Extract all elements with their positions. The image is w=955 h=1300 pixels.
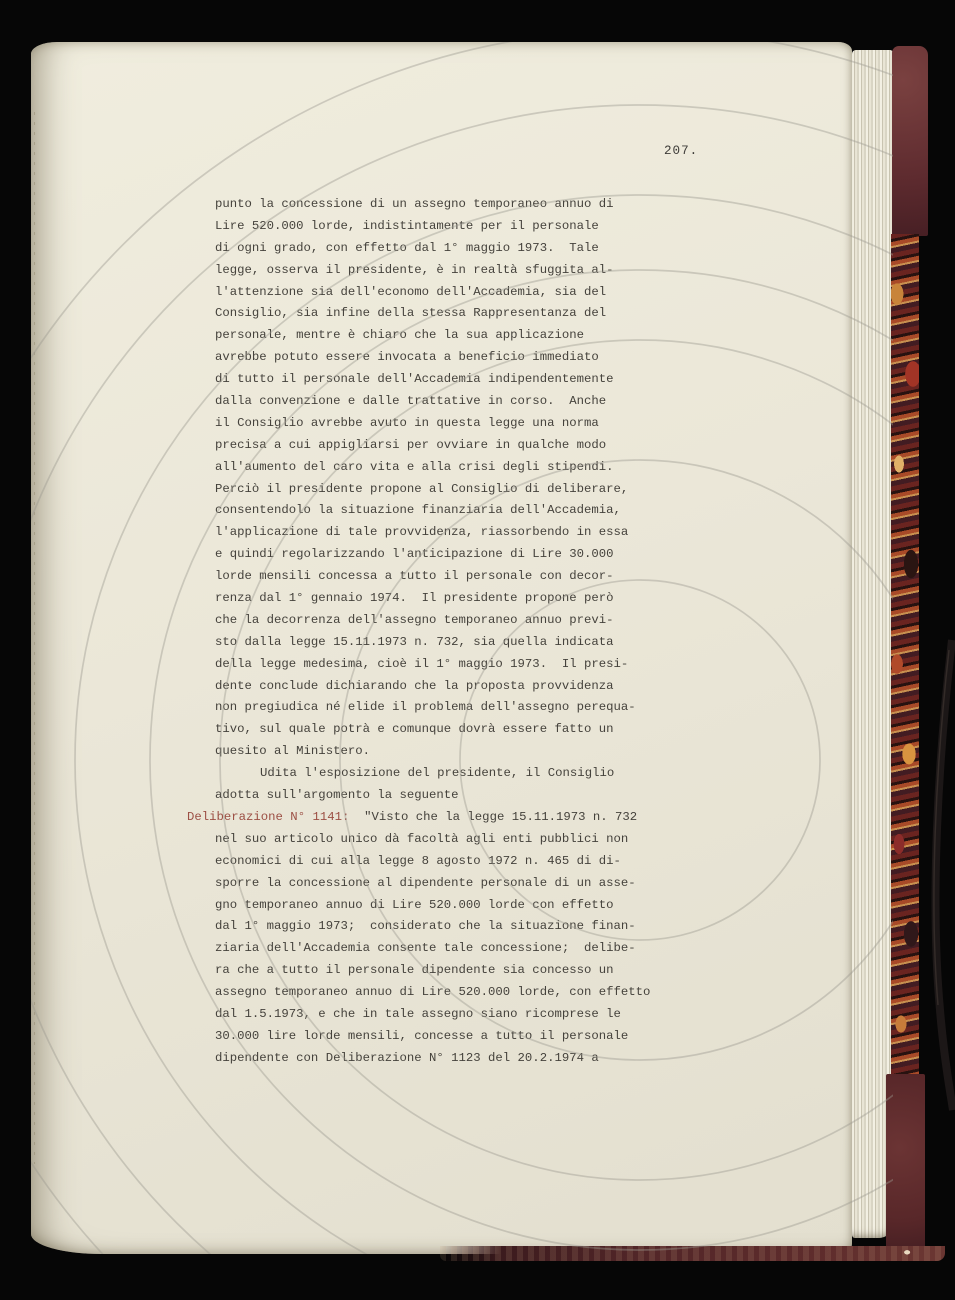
text-line	[215, 873, 735, 895]
text-line-content: nel suo articolo unico dà facoltà agli enti pubblici non	[215, 831, 629, 846]
text-line-content: avrebbe potuto essere invocata a beneficio immediato	[215, 350, 599, 365]
text-line-content: e quindi regolarizzando l'anticipazione di Lire 30.000	[215, 547, 614, 562]
text-line-content: consentendolo la situazione finanziaria dell'Accademia,	[215, 503, 621, 518]
text-line-content: dal 1.5.1973, e che in tale assegno siano ricomprese le	[215, 1006, 621, 1021]
text-line	[215, 194, 735, 216]
text-line-content: l'attenzione sia dell'economo dell'Accademia, sia del	[215, 284, 607, 299]
text-line	[215, 282, 735, 304]
text-line	[215, 895, 735, 917]
text-line	[215, 960, 735, 982]
binding-stitch-line	[34, 112, 35, 1164]
text-line-content: sporre la concessione al dipendente personale di un asse-	[215, 875, 636, 890]
text-line-content: gno temporaneo annuo di Lire 520.000 lorde con effetto	[215, 897, 614, 912]
page-number: 207.	[664, 144, 699, 158]
text-line	[215, 544, 735, 566]
text-line-content: dente conclude dichiarando che la proposta provvidenza	[215, 678, 614, 693]
text-line	[215, 500, 735, 522]
book-cover-bottom-edge	[440, 1246, 945, 1261]
text-line	[215, 916, 735, 938]
text-line-content: all'aumento del caro vita e alla crisi degli stipendi.	[215, 459, 614, 474]
text-line-content: quesito al Ministero.	[215, 744, 370, 759]
text-line-content: sto dalla legge 15.11.1973 n. 732, sia quella indicata	[215, 634, 614, 649]
text-line	[215, 435, 735, 457]
text-line-content: personale, mentre è chiaro che la sua applicazione	[215, 328, 584, 343]
text-line	[215, 676, 735, 698]
text-line	[215, 391, 735, 413]
book-cover-leather-bottom	[886, 1074, 925, 1258]
text-line-content: dal 1° maggio 1973; considerato che la situazione finan-	[215, 919, 636, 934]
text-line	[187, 807, 735, 829]
text-line-content: l'applicazione di tale provvidenza, riassorbendo in essa	[215, 525, 629, 540]
text-line-content: ra che a tutto il personale dipendente sia concesso un	[215, 963, 614, 978]
book-page	[31, 42, 852, 1254]
text-line	[215, 741, 735, 763]
text-line-content: tivo, sul quale potrà e comunque dovrà essere fatto un	[215, 722, 614, 737]
text-line	[215, 522, 735, 544]
text-line	[215, 982, 735, 1004]
text-line	[215, 829, 735, 851]
text-line	[215, 654, 735, 676]
text-line-content: "Visto che la legge 15.11.1973 n. 732	[349, 809, 638, 824]
text-line	[215, 938, 735, 960]
text-line	[215, 479, 735, 501]
text-line-content: dipendente con Deliberazione N° 1123 del 20.2.1974 a	[215, 1050, 599, 1065]
text-line	[215, 260, 735, 282]
text-line	[215, 303, 735, 325]
text-line	[215, 785, 735, 807]
text-line	[215, 1026, 735, 1048]
text-line	[215, 632, 735, 654]
text-line-content: precisa a cui appigliarsi per ovviare in qualche modo	[215, 437, 607, 452]
text-line-content: di tutto il personale dell'Accademia indipendentemente	[215, 372, 614, 387]
text-line-content: dalla convenzione e dalle trattative in corso. Anche	[215, 394, 607, 409]
text-line	[215, 413, 735, 435]
text-line	[260, 763, 735, 785]
text-line	[215, 369, 735, 391]
text-line	[215, 610, 735, 632]
text-line	[215, 697, 735, 719]
marbled-endpaper	[891, 234, 919, 1076]
text-line-content: economici di cui alla legge 8 agosto 1972 n. 465 di di-	[215, 853, 621, 868]
text-line	[215, 566, 735, 588]
text-line	[215, 1048, 735, 1070]
text-line-content: legge, osserva il presidente, è in realtà sfuggita al-	[215, 262, 614, 277]
deliberazione-label: Deliberazione N° 1141:	[187, 809, 350, 824]
book-cover-leather-top	[892, 46, 928, 236]
text-line-content: assegno temporaneo annuo di Lire 520.000 lorde, con effetto	[215, 985, 651, 1000]
text-line	[215, 347, 735, 369]
text-line	[215, 851, 735, 873]
page-stack-edges	[852, 50, 893, 1238]
text-line-content: che la decorrenza dell'assegno temporaneo annuo previ-	[215, 612, 614, 627]
text-line-content: della legge medesima, cioè il 1° maggio 1973. Il presi-	[215, 656, 629, 671]
text-line-content: lorde mensili concessa a tutto il personale con decor-	[215, 569, 614, 584]
text-line-content: Perciò il presidente propone al Consiglio di deliberare,	[215, 481, 629, 496]
text-line-content: punto la concessione di un assegno temporaneo annuo di	[215, 197, 614, 211]
text-line	[215, 588, 735, 610]
typewritten-text-block	[187, 194, 735, 1070]
text-line-content: il Consiglio avrebbe avuto in questa legge una norma	[215, 415, 599, 430]
text-line	[215, 216, 735, 238]
text-line	[215, 325, 735, 347]
text-line-content: Udita l'esposizione del presidente, il Consiglio	[260, 766, 615, 781]
text-line-content: Consiglio, sia infine della stessa Rappresentanza del	[215, 306, 607, 321]
text-line-content: di ogni grado, con effetto dal 1° maggio 1973. Tale	[215, 240, 599, 255]
text-line-content: Lire 520.000 lorde, indistintamente per il personale	[215, 218, 599, 233]
text-line	[215, 238, 735, 260]
text-line-content: adotta sull'argomento la seguente	[215, 788, 459, 803]
text-line	[215, 457, 735, 479]
text-line	[215, 719, 735, 741]
text-line-content: non pregiudica né elide il problema dell'assegno perequa-	[215, 700, 636, 715]
text-line	[215, 1004, 735, 1026]
text-line-content: ziaria dell'Accademia consente tale concessione; delibe-	[215, 941, 636, 956]
text-line-content: renza dal 1° gennaio 1974. Il presidente propone però	[215, 591, 614, 606]
text-lines	[187, 194, 735, 1070]
text-line-content: 30.000 lire lorde mensili, concesse a tutto il personale	[215, 1028, 629, 1043]
